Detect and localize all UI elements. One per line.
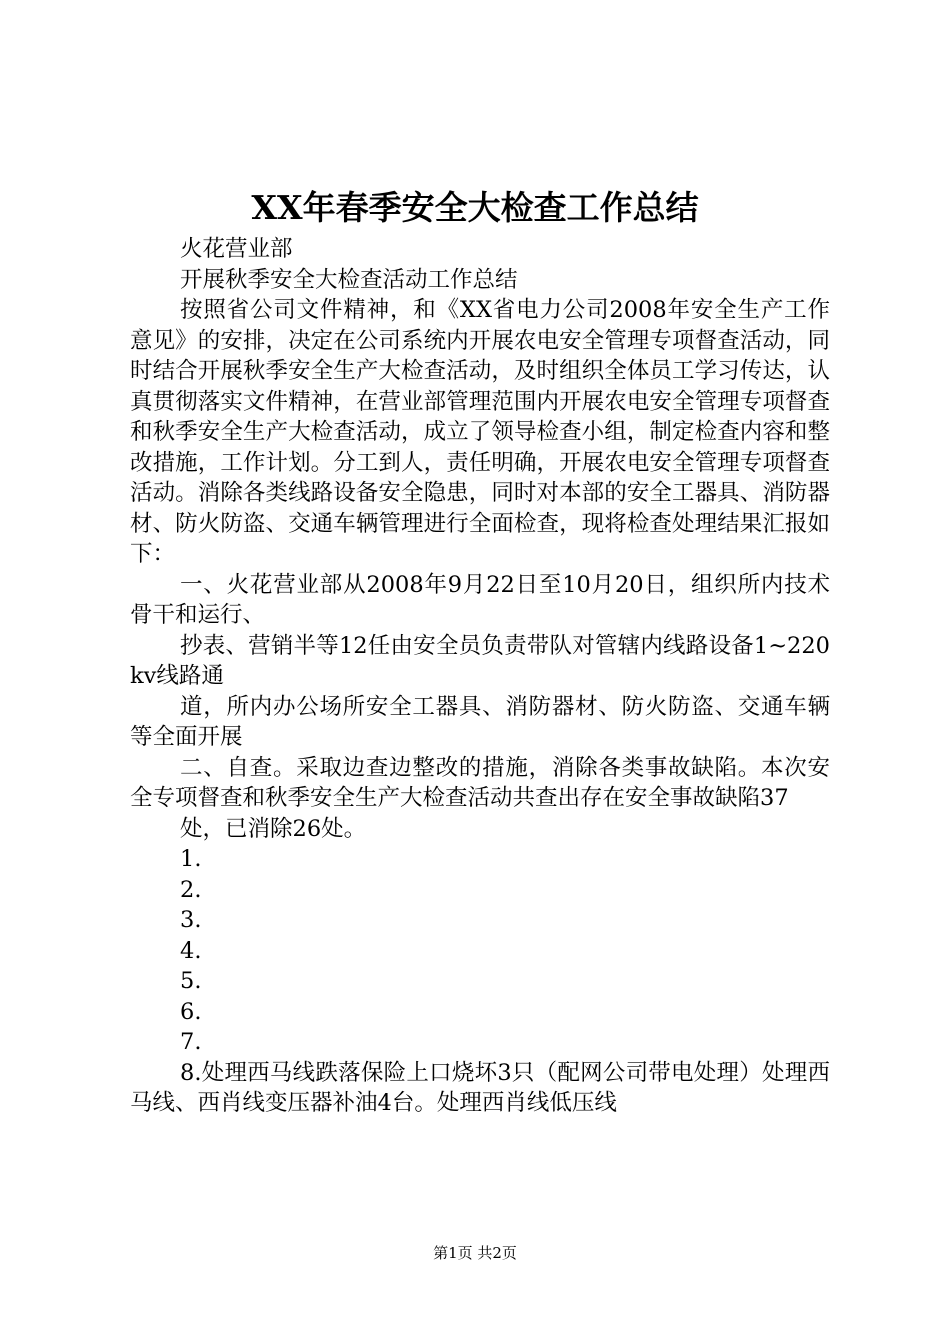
list-item: 5.	[180, 968, 202, 994]
list-item: 7.	[180, 1029, 202, 1055]
paragraph-section-one: 一、火花营业部从2008年9月22日至10月20日，组织所内技术骨干和运行、	[130, 571, 830, 628]
list-item-eight: 8.处理西马线跌落保险上口烧坏3只（配网公司带电处理）处理西马线、西肖线变压器补油4台。处理西肖线低压线	[130, 1059, 830, 1116]
document-title: XX年春季安全大检查工作总结	[251, 188, 699, 227]
paragraph-intro: 按照省公司文件精神，和《XX省电力公司2008年安全生产工作意见》的安排，决定在公司系统内开展农电安全管理专项督查活动，同时结合开展秋季安全生产大检查活动，及时组织全体员工学习传达，认真贯彻落实文件精神，在营业部管理范围内开展农电安全管理专项督查和秋季安全生产大检查活动，成立了领导检查小组，制定检查内容和整改措施，工作计划。分工到人，责任明确，开展农电安全管理专项督查活动。消除各类线路设备安全隐患，同时对本部的安全工器具、消防器材、防火防盗、交通车辆管理进行全面检查，现将检查处理结果汇报如下：	[130, 297, 830, 567]
paragraph-section-two-cont: 处，已消除26处。	[180, 815, 367, 842]
list-item: 6.	[180, 998, 202, 1025]
list-item: 1.	[180, 846, 202, 872]
paragraph-section-two: 二、自查。采取边查边整改的措施，消除各类事故缺陷。本次安全专项督查和秋季安全生产大检查活动共查出存在安全事故缺陷37	[130, 754, 830, 811]
paragraph-department: 火花营业部	[180, 236, 293, 262]
paragraph-section-one-cont2: 道，所内办公场所安全工器具、消防器材、防火防盗、交通车辆等全面开展	[130, 693, 830, 750]
paragraph-section-one-cont: 抄表、营销半等12任由安全员负责带队对管辖内线路设备1~220kv线路通	[130, 632, 830, 689]
page-footer: 第1页 共2页	[433, 1244, 517, 1262]
list-item: 4.	[180, 937, 202, 964]
list-item: 3.	[180, 907, 202, 933]
paragraph-subtitle: 开展秋季安全大检查活动工作总结	[180, 266, 518, 293]
list-item: 2.	[180, 876, 202, 903]
document-body	[130, 234, 830, 1119]
